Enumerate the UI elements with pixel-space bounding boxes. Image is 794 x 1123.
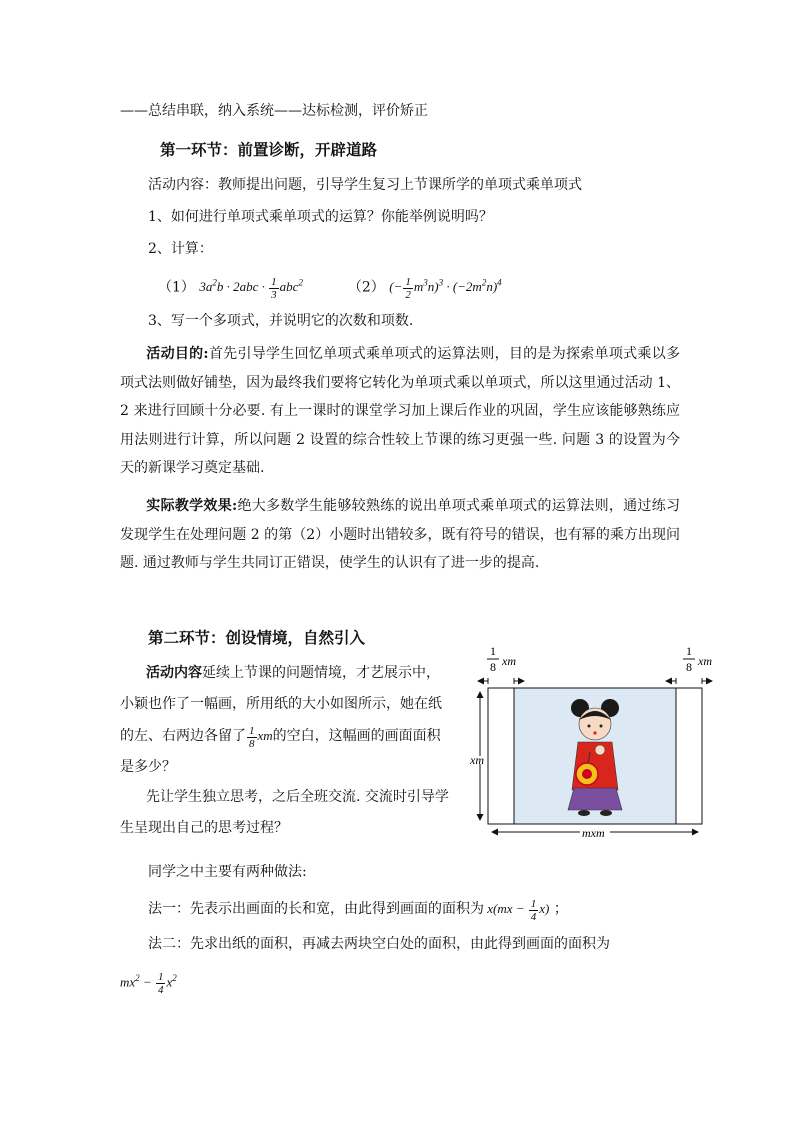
section2-heading: 第二环节：创设情境，自然引入 <box>148 628 366 647</box>
svg-text:xm: xm <box>698 654 712 668</box>
section2-activity-text-b: 的空白，这幅画的画面面积是多少？ <box>120 728 441 775</box>
question-3: 3、写一个多项式，并说明它的次数和项数. <box>148 313 414 329</box>
method-1-expression: x(mx − $\frac{1}{4}$ x) <box>484 897 550 923</box>
svg-text:8: 8 <box>490 660 496 674</box>
problem-2-label: （2） <box>347 279 385 296</box>
section1-heading: 第一环节：前置诊断，开辟道路 <box>160 140 378 159</box>
method-1: 法一：先表示出画面的长和宽，由此得到画面的面积为 x(mx − $\frac{1}{4}$ x) ； <box>148 897 568 923</box>
svg-text:1: 1 <box>686 644 692 658</box>
question-1: 1、如何进行单项式乘单项式的运算？你能举例说明吗？ <box>148 209 493 225</box>
problem-expressions <box>158 270 502 301</box>
svg-text:xm: xm <box>502 654 516 668</box>
purpose-label: 活动目的: <box>146 346 209 362</box>
effect-label: 实际教学效果: <box>146 498 238 514</box>
purpose-paragraph <box>120 340 680 483</box>
section2-activity-label: 活动内容 <box>146 665 202 681</box>
methods-intro: 同学之中主要有两种做法: <box>148 864 307 880</box>
right-margin-label <box>683 644 712 674</box>
effect-text: 绝大多数学生能够较熟练的说出单项式乘单项式的运算法则，通过练习发现学生在处理问题 2 的第（2）小题时出错较多，既有符号的错误，也有幂的乘方出现问题. 通过教师与学生共同订正错误，使学生的认识有了进一步的提高. <box>120 498 681 571</box>
svg-text:8: 8 <box>686 660 692 674</box>
problem-1-expression: $3a^2b \cdot 2abc$ · $\frac{1}{3}$ abc$^2$ <box>199 275 303 301</box>
width-label: mxm <box>582 826 605 840</box>
section2-activity-paragraph <box>120 658 450 783</box>
left-margin-label <box>487 644 516 674</box>
height-label: xm <box>470 753 484 767</box>
method-2-expression: $mx^2$ − $\frac{1}{4}$ $x^2$ <box>120 970 177 996</box>
top-summary-line: ——总结串联，纳入系统——达标检测，评价矫正 <box>120 103 428 119</box>
purpose-text: 首先引导学生回忆单项式乘单项式的运算法则，目的是为探索单项式乘以多项式法则做好铺垫，因为最终我们要将它转化为单项式乘以单项式，所以这里通过活动 1、2 来进行回顾十分必要. 有上一课时的课堂学习加上课后作业的巩固，学生应该能够熟练应用法则进行计算，所以问题 2 设置的综合性较上节课的练习更强一些. 问题 3 的设置为今天的新课学习奠定基础. <box>120 346 680 476</box>
think-paragraph: 先让学生独立思考，之后全班交流. 交流时引导学生呈现出自己的思考过程？ <box>120 789 449 836</box>
section2-activity-text-a: 延续上节课的问题情境，才艺展示中，小颖也作了一幅画，所用纸的大小如图所示，她在纸的左、右两边各留了 <box>120 665 442 744</box>
effect-paragraph <box>120 492 680 578</box>
problem-1-label: （1） <box>158 279 195 296</box>
section1-activity: 活动内容：教师提出问题，引导学生复习上节课所学的单项式乘单项式 <box>148 177 582 193</box>
problem-2-expression: (− $\frac{1}{2}$ $m^3n)^3 \cdot (-2m^2n)^4$ <box>389 275 502 301</box>
question-2: 2、计算： <box>148 241 213 257</box>
margin-fraction-expression: $\frac{1}{8}$ xm <box>249 724 273 750</box>
method-2: 法二：先求出纸的面积，再减去两块空白处的面积，由此得到画面的面积为 <box>148 936 610 952</box>
svg-text:1: 1 <box>490 644 496 658</box>
paper-diagram <box>470 640 720 840</box>
